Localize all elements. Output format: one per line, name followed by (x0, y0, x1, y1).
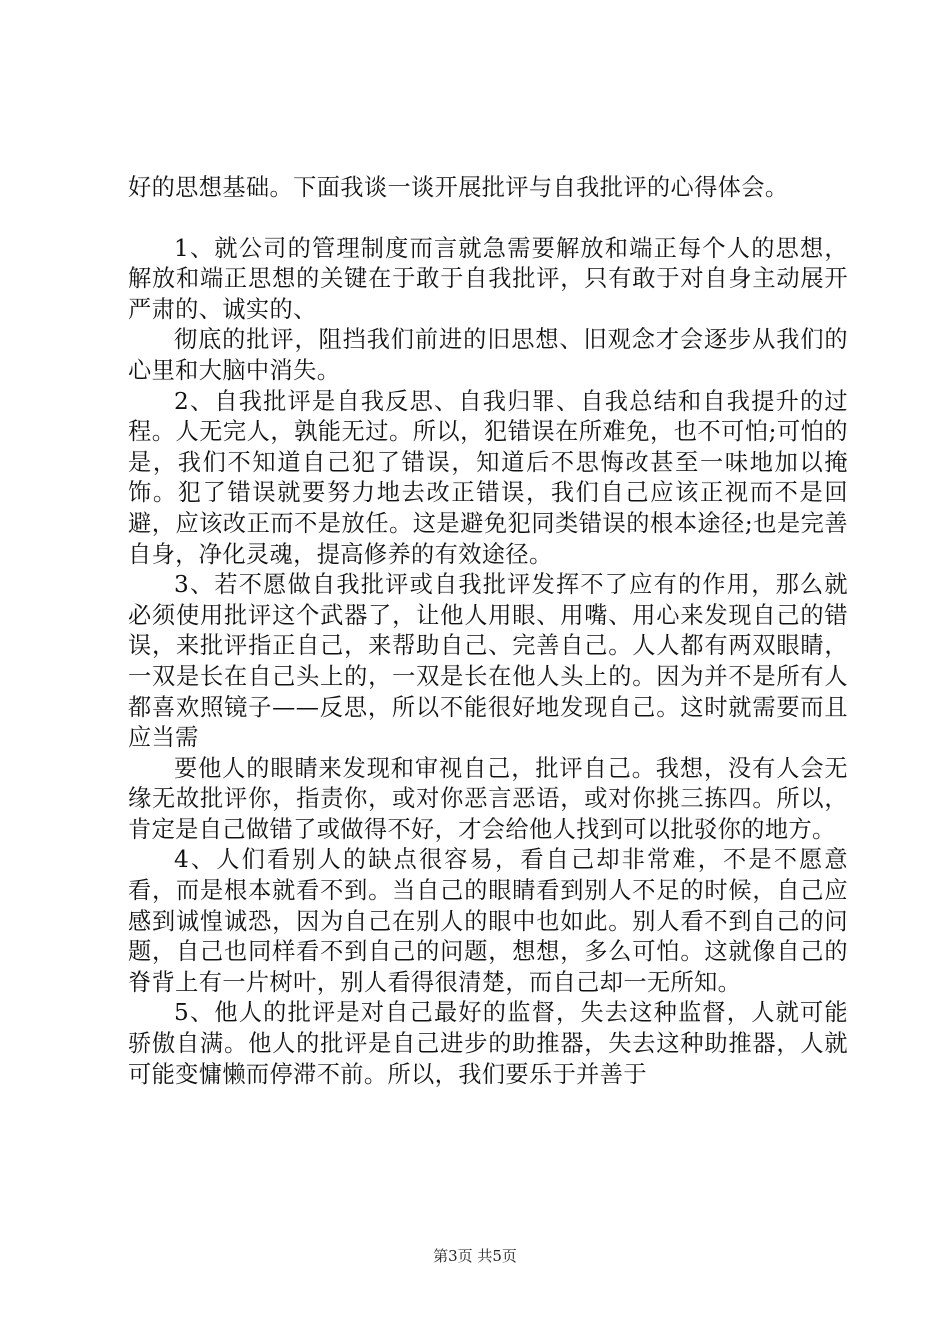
paragraph-point-2: 2、自我批评是自我反思、自我归罪、自我总结和自我提升的过程。人无完人，孰能无过。所以，犯错误在所难免，也不可怕;可怕的是，我们不知道自己犯了错误，知道后不思悔改甚至一味地加以掩饰。犯了错误就要努力地去改正错误，我们自己应该正视而不是回避，应该改正而不是放任。这是避免犯同类错误的根本途径;也是完善自身，净化灵魂，提高修养的有效途径。 (128, 387, 848, 568)
paragraph-point-3: 3、若不愿做自我批评或自我批评发挥不了应有的作用，那么就必须使用批评这个武器了，让他人用眼、用嘴、用心来发现自己的错误，来批评指正自己，来帮助自己、完善自己。人人都有两双眼睛，一双是长在自己头上的，一双是长在他人头上的。因为并不是所有人都喜欢照镜子——反思，所以不能很好地发现自己。这时就需要而且应当需 (128, 571, 848, 752)
page-number-footer: 第3页 共5页 (433, 1247, 517, 1265)
paragraph-point-1-continued: 彻底的批评，阻挡我们前进的旧思想、旧观念才会逐步从我们的心里和大脑中消失。 (128, 326, 848, 384)
paragraph-intro-continuation: 好的思想基础。下面我谈一谈开展批评与自我批评的心得体会。 (128, 174, 789, 201)
paragraph-point-4: 4、人们看别人的缺点很容易，看自己却非常难，不是不愿意看，而是根本就看不到。当自己的眼睛看到别人不足的时候，自己应感到诚惶诚恐，因为自己在别人的眼中也如此。别人看不到自己的问题，自己也同样看不到自己的问题，想想，多么可怕。这就像自己的脊背上有一片树叶，别人看得很清楚，而自己却一无所知。 (128, 846, 848, 996)
page-body (128, 173, 848, 1090)
paragraph-point-5: 5、他人的批评是对自己最好的监督，失去这种监督，人就可能骄傲自满。他人的批评是自己进步的助推器，失去这种助推器，人就可能变慵懒而停滞不前。所以，我们要乐于并善于 (128, 999, 848, 1088)
paragraph-point-1: 1、就公司的管理制度而言就急需要解放和端正每个人的思想，解放和端正思想的关键在于敢于自我批评，只有敢于对自身主动展开严肃的、诚实的、 (128, 234, 848, 323)
paragraph-point-3-continued: 要他人的眼睛来发现和审视自己，批评自己。我想，没有人会无缘无故批评你，指责你，或对你恶言恶语，或对你挑三拣四。所以，肯定是自己做错了或做得不好，才会给他人找到可以批驳你的地方。 (128, 754, 848, 843)
